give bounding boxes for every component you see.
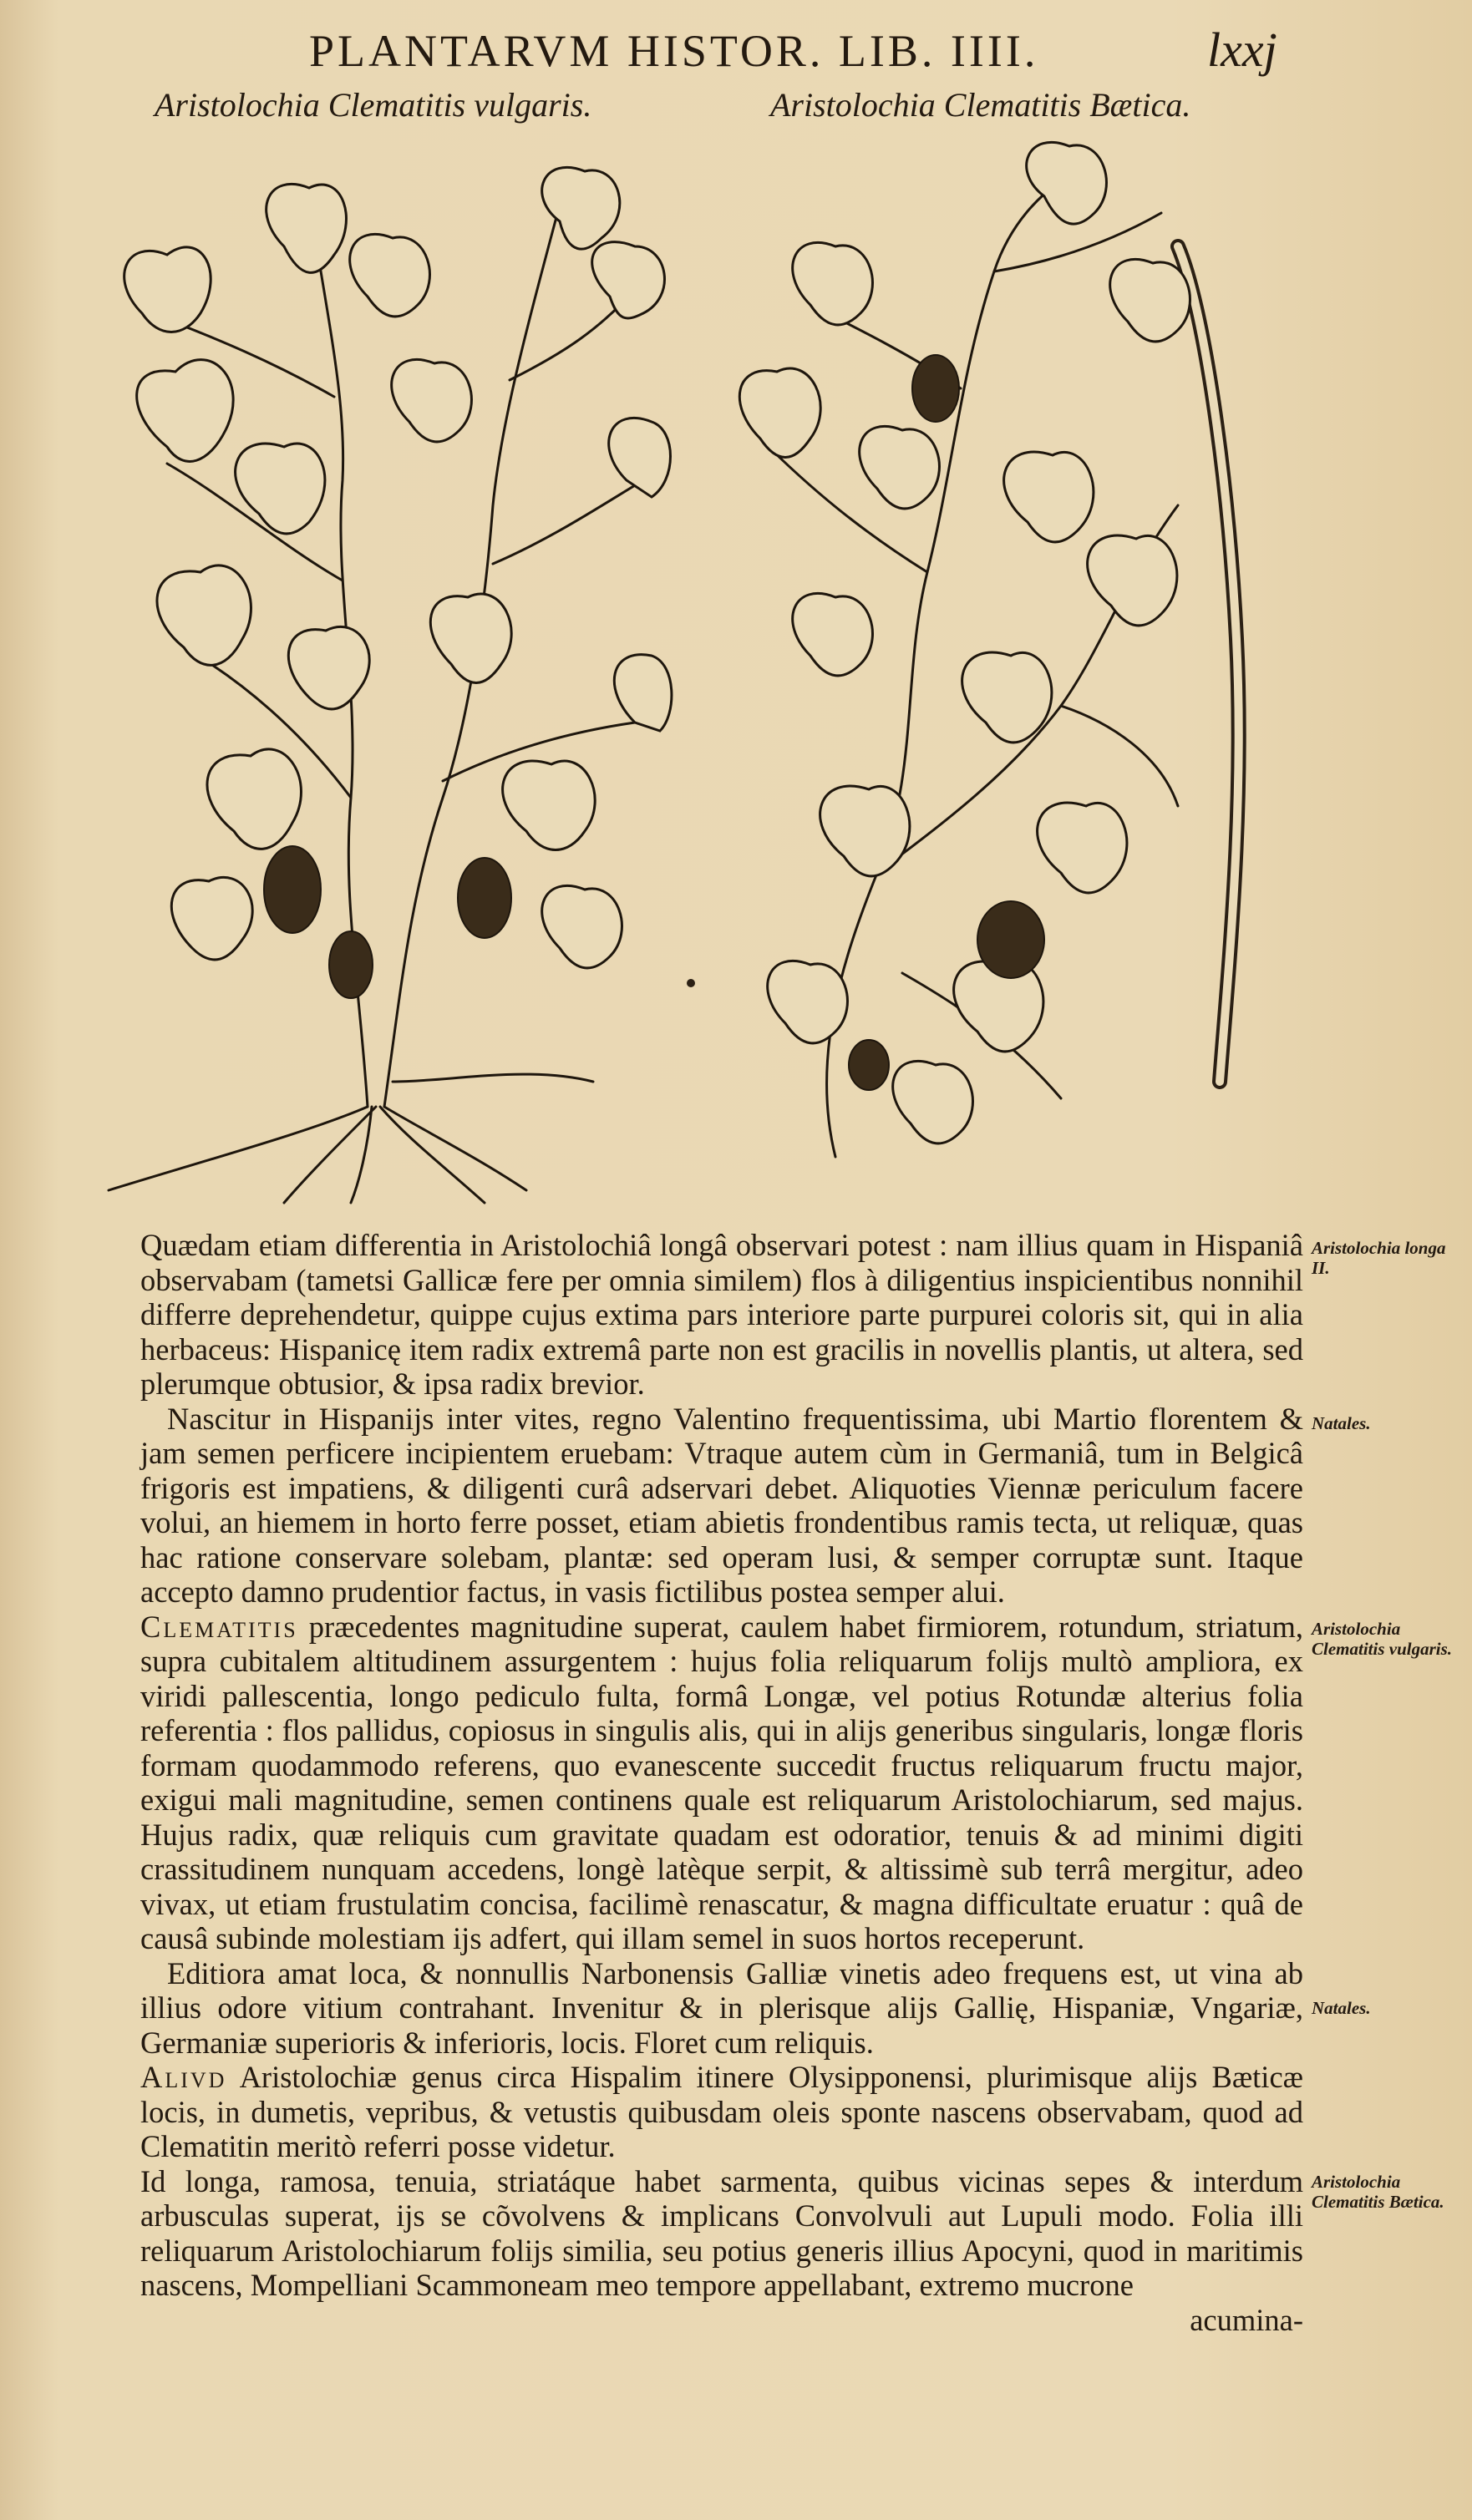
paragraph [140, 1610, 1303, 1956]
margin-note-natales: Natales. [1312, 1413, 1371, 1433]
paragraph [140, 1402, 1303, 1610]
figure-caption-right: Aristolochia Clematitis Bætica. [770, 86, 1191, 124]
ink-speck [687, 979, 695, 987]
margin-note-natales-2: Natales. [1312, 1998, 1371, 2018]
paragraph-text: Quædam etiam differentia in Aristolochiâ longâ observari potest : nam illius quam in Hispaniâ observabam (tametsi Gallicæ fere per omnia similem) flos à diligentius inspicientibus nonnihil differre deprehendetur, quippe cujus extima pars interiore parte purpurei coloris sit, qui in alia herbaceus: Hispanicę item radix extremâ parte non est gracilis in novellis plantis, ut altera, sed plerumque obtusior, & ipsa radix brevior. [140, 1228, 1303, 1401]
page-number: lxxj [1207, 23, 1277, 77]
body-text [140, 1228, 1303, 2337]
paragraph [140, 1956, 1303, 2061]
paragraph [140, 1228, 1303, 1402]
lead-word: Alivd [140, 2060, 227, 2094]
lead-word: Clematitis [140, 1609, 298, 1644]
margin-note-clematitis-baetica: Aristolochia Clematitis Bætica. [1312, 2172, 1444, 2212]
woodcut-clematitis-baetica-icon [710, 138, 1295, 1207]
running-head: PLANTARVM HISTOR. LIB. IIII. [309, 26, 1039, 76]
paragraph [140, 2164, 1303, 2303]
paragraph-text: præcedentes magnitudine superat, caulem habet firmiorem, rotundum, striatum, supra cubitalem altitudinem assurgentem : hujus folia reliquarum folijs multò ampliora, ex viridi pallescentia, longo pediculo fulta, formâ Longæ, vel potius Rotundæ alterius folia referentia : flos pallidus, copiosus in singulis alis, qui in alijs generibus singularis, longæ floris formam quodammodo referens, quo evanescente succedit fructus reliquarum fructu major, exigui mali magnitudine, semen continens quale est reliquarum Aristolochiarum, sed majus. Hujus radix, quæ reliquis cum gravitate quadam est odoratior, tenuis & ad minimi digiti crassitudinem nunquam accedens, longè latèque serpit, & altissimè sub terrâ mergitur, adeo vivax, ut etiam frustulatim concisa, facilimè renascatur, & magna difficultate eruatur : quâ de causâ subinde molestiam ijs adfert, qui illam semel in suos hortos receperunt. [140, 1609, 1303, 1955]
figure-caption-left: Aristolochia Clematitis vulgaris. [155, 86, 592, 124]
paragraph-text: Id longa, ramosa, tenuia, striatáque habet sarmenta, quibus vicinas sepes & interdum arbusculas superat, ijs se cõvolvens & implicans Convolvuli aut Lupuli modo. Folia illi reliquarum Aristolochiarum folijs similia, seu potius generis illius Apocyni, quod in maritimis nascens, Mompelliani Scammoneam meo tempore appellabant, extremo mucrone [140, 2163, 1303, 2302]
woodcut-clematitis-vulgaris-icon [92, 146, 677, 1207]
paragraph-text: Aristolochiæ genus circa Hispalim itinere Olysipponensi, plurimisque alijs Bæticæ locis, in dumetis, vepribus, & vetustis quibusdam oleis sponte nascens observabam, quod ad Clematitin meritò referri posse videtur. [140, 2060, 1303, 2163]
margin-note-clematitis-vulgaris: Aristolochia Clematitis vulgaris. [1312, 1619, 1453, 1659]
paragraph-text: Editiora amat loca, & nonnullis Narbonensis Galliæ vinetis adeo frequens est, ut vina ab illius odore vitium contrahant. Invenitur & in plerisque alijs Gallię, Hispaniæ, Vngariæ, Germaniæ superioris & inferioris, locis. Floret cum reliquis. [140, 1955, 1303, 2060]
paragraph [140, 2060, 1303, 2164]
margin-note-longa: Aristolochia longa II. [1312, 1238, 1446, 1278]
paragraph-text: Nascitur in Hispanijs inter vites, regno Valentino frequentissima, ubi Martio florentem & jam semen perficere incipientem eruebam: Vtraque autem cùm in Germaniâ, tum in Belgicâ frigoris est impatiens, & diligenti curâ adservari debet. Aliquoties Viennæ periculum facere volui, an hiemem in horto ferre posset, etiam abietis frondentibus ramis tecta, ut reliquæ, quas hac ratione conservare solebam, plantæ: sed operam lusi, & semper corruptæ sunt. Itaque accepto damno prudentior factus, in vasis fictilibus postea semper alui. [140, 1401, 1303, 1609]
catchword: acumina- [1190, 2302, 1303, 2337]
